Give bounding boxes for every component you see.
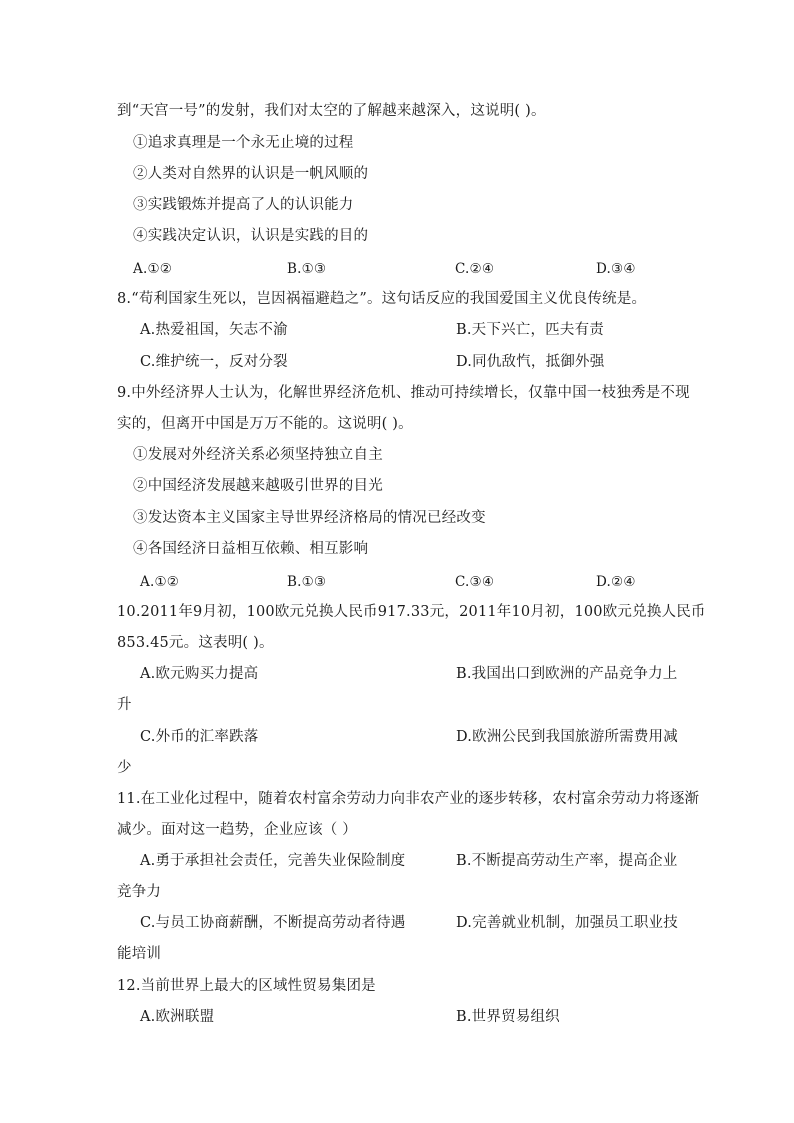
q7-stem: 到“天宫一号”的发射，我们对太空的了解越来越深入，这说明( )。 (117, 103, 546, 119)
q9-option-b: B.①③ (287, 574, 327, 590)
q9-stem-line-2: 实的，但离开中国是万万不能的。这说明( )。 (117, 416, 413, 432)
q9-item-2: ②中国经济发展越来越吸引世界的目光 (133, 478, 383, 494)
q11-stem-line-2: 减少。面对这一趋势，企业应该（ ） (117, 822, 358, 838)
q9-item-4: ④各国经济日益相互依赖、相互影响 (133, 541, 369, 557)
q7-option-d: D.③④ (596, 261, 636, 277)
q8-stem: 8.“苟利国家生死以，岂因祸福避趋之”。这句话反应的我国爱国主义优良传统是。 (117, 291, 647, 307)
q10-option-d-wrap: 少 (117, 760, 132, 776)
q11-option-d-wrap: 能培训 (117, 946, 162, 962)
q11-stem-line-1: 11.在工业化过程中，随着农村富余劳动力向非农产业的逐步转移，农村富余劳动力将逐渐 (117, 791, 700, 807)
q10-option-d: D.欧洲公民到我国旅游所需费用减 (456, 729, 678, 745)
q12-stem: 12.当前世界上最大的区域性贸易集团是 (117, 978, 376, 994)
q7-item-2: ②人类对自然界的认识是一帆风顺的 (133, 166, 369, 182)
q9-item-3: ③发达资本主义国家主导世界经济格局的情况已经改变 (133, 510, 486, 526)
q9-item-1: ①发展对外经济关系必须坚持独立自主 (133, 447, 383, 463)
q7-option-a: A.①② (133, 261, 173, 277)
q11-option-b-wrap: 竞争力 (117, 884, 162, 900)
q10-option-a: A.欧元购买力提高 (140, 666, 259, 682)
q9-option-a: A.①② (140, 574, 180, 590)
q11-option-d: D.完善就业机制，加强员工职业技 (456, 915, 678, 931)
q9-stem-line-1: 9.中外经济界人士认为，化解世界经济危机、推动可持续增长，仅靠中国一枝独秀是不现 (117, 385, 690, 401)
q7-option-b: B.①③ (287, 261, 327, 277)
q11-option-a: A.勇于承担社会责任，完善失业保险制度 (140, 853, 406, 869)
q10-option-c: C.外币的汇率跌落 (140, 729, 259, 745)
q12-option-a: A.欧洲联盟 (140, 1009, 215, 1025)
q12-option-b: B.世界贸易组织 (456, 1009, 560, 1025)
q10-stem-line-1: 10.2011年9月初，100欧元兑换人民币917.33元，2011年10月初，100欧元兑换人民币 (117, 604, 706, 620)
q8-option-a: A.热爱祖国，矢志不渝 (140, 322, 288, 338)
q7-item-4: ④实践决定认识，认识是实践的目的 (133, 228, 369, 244)
q7-item-1: ①追求真理是一个永无止境的过程 (133, 135, 354, 151)
q8-option-d: D.同仇敌忾，抵御外强 (456, 354, 605, 370)
q8-option-b: B.天下兴亡，匹夫有责 (456, 322, 604, 338)
q9-option-c: C.③④ (455, 574, 495, 590)
q9-option-d: D.②④ (596, 574, 636, 590)
q7-item-3: ③实践锻炼并提高了人的认识能力 (133, 197, 354, 213)
q10-option-b-wrap: 升 (117, 697, 132, 713)
q10-stem-line-2: 853.45元。这表明( )。 (117, 635, 274, 651)
q8-option-c: C.维护统一，反对分裂 (140, 354, 288, 370)
q11-option-b: B.不断提高劳动生产率，提高企业 (456, 853, 678, 869)
q10-option-b: B.我国出口到欧洲的产品竞争力上 (456, 666, 678, 682)
q11-option-c: C.与员工协商薪酬，不断提高劳动者待遇 (140, 915, 406, 931)
q7-option-c: C.②④ (455, 261, 495, 277)
